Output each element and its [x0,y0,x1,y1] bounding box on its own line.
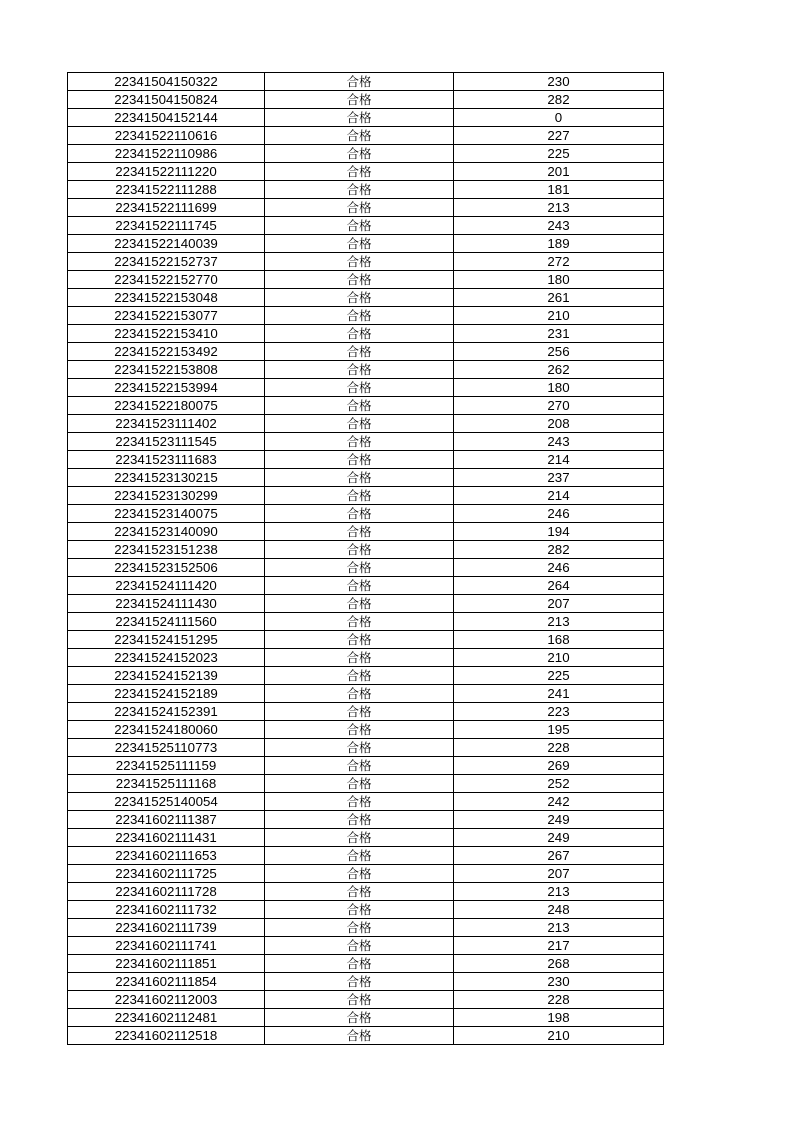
candidate-id-cell: 22341523111402 [68,415,265,433]
status-cell: 合格 [265,109,454,127]
score-cell: 228 [454,991,664,1009]
results-table [67,72,664,1045]
score-cell: 264 [454,577,664,595]
candidate-id-cell: 22341525111159 [68,757,265,775]
status-cell: 合格 [265,595,454,613]
candidate-id-cell: 22341602111725 [68,865,265,883]
candidate-id-cell: 22341602111851 [68,955,265,973]
score-cell: 198 [454,1009,664,1027]
candidate-id-cell: 22341522110616 [68,127,265,145]
score-cell: 201 [454,163,664,181]
candidate-id-cell: 22341602111854 [68,973,265,991]
status-cell: 合格 [265,163,454,181]
status-cell: 合格 [265,325,454,343]
candidate-id-cell: 22341504150322 [68,73,265,91]
candidate-id-cell: 22341522153808 [68,361,265,379]
score-cell: 213 [454,199,664,217]
status-cell: 合格 [265,649,454,667]
score-cell: 207 [454,865,664,883]
score-cell: 228 [454,739,664,757]
table-row [68,991,664,1009]
candidate-id-cell: 22341524152023 [68,649,265,667]
candidate-id-cell: 22341602111728 [68,883,265,901]
table-row [68,865,664,883]
score-cell: 210 [454,1027,664,1045]
score-cell: 210 [454,307,664,325]
table-row [68,703,664,721]
candidate-id-cell: 22341602112003 [68,991,265,1009]
table-row [68,271,664,289]
status-cell: 合格 [265,1027,454,1045]
table-row [68,325,664,343]
score-cell: 225 [454,667,664,685]
table-row [68,775,664,793]
table-row [68,163,664,181]
candidate-id-cell: 22341522153492 [68,343,265,361]
candidate-id-cell: 22341602112481 [68,1009,265,1027]
score-cell: 246 [454,505,664,523]
status-cell: 合格 [265,469,454,487]
candidate-id-cell: 22341523151238 [68,541,265,559]
status-cell: 合格 [265,847,454,865]
score-cell: 194 [454,523,664,541]
table-row [68,361,664,379]
candidate-id-cell: 22341524111420 [68,577,265,595]
status-cell: 合格 [265,343,454,361]
status-cell: 合格 [265,271,454,289]
table-row [68,217,664,235]
score-cell: 241 [454,685,664,703]
score-cell: 272 [454,253,664,271]
table-row [68,631,664,649]
score-cell: 268 [454,955,664,973]
status-cell: 合格 [265,181,454,199]
table-row [68,415,664,433]
table-row [68,829,664,847]
status-cell: 合格 [265,811,454,829]
table-row [68,487,664,505]
table-row [68,1009,664,1027]
candidate-id-cell: 22341522111745 [68,217,265,235]
status-cell: 合格 [265,919,454,937]
score-cell: 249 [454,811,664,829]
score-cell: 262 [454,361,664,379]
table-row [68,667,664,685]
status-cell: 合格 [265,613,454,631]
status-cell: 合格 [265,199,454,217]
status-cell: 合格 [265,217,454,235]
candidate-id-cell: 22341522140039 [68,235,265,253]
status-cell: 合格 [265,487,454,505]
candidate-id-cell: 22341524151295 [68,631,265,649]
status-cell: 合格 [265,415,454,433]
table-row [68,937,664,955]
score-cell: 246 [454,559,664,577]
score-cell: 168 [454,631,664,649]
score-cell: 267 [454,847,664,865]
score-cell: 0 [454,109,664,127]
table-row [68,73,664,91]
score-cell: 225 [454,145,664,163]
candidate-id-cell: 22341522111288 [68,181,265,199]
status-cell: 合格 [265,973,454,991]
table-row [68,505,664,523]
table-row [68,397,664,415]
candidate-id-cell: 22341524111560 [68,613,265,631]
candidate-id-cell: 22341602111739 [68,919,265,937]
status-cell: 合格 [265,1009,454,1027]
table-row [68,109,664,127]
status-cell: 合格 [265,91,454,109]
status-cell: 合格 [265,883,454,901]
candidate-id-cell: 22341602111387 [68,811,265,829]
table-row [68,811,664,829]
score-cell: 227 [454,127,664,145]
score-cell: 189 [454,235,664,253]
candidate-id-cell: 22341522111220 [68,163,265,181]
candidate-id-cell: 22341522111699 [68,199,265,217]
candidate-id-cell: 22341522152737 [68,253,265,271]
status-cell: 合格 [265,523,454,541]
table-row [68,433,664,451]
score-cell: 261 [454,289,664,307]
candidate-id-cell: 22341524152391 [68,703,265,721]
table-row [68,379,664,397]
status-cell: 合格 [265,667,454,685]
table-row [68,685,664,703]
score-cell: 230 [454,73,664,91]
score-cell: 207 [454,595,664,613]
status-cell: 合格 [265,541,454,559]
candidate-id-cell: 22341602112518 [68,1027,265,1045]
status-cell: 合格 [265,739,454,757]
score-cell: 256 [454,343,664,361]
candidate-id-cell: 22341504150824 [68,91,265,109]
table-row [68,541,664,559]
status-cell: 合格 [265,793,454,811]
table-row [68,199,664,217]
status-cell: 合格 [265,703,454,721]
table-row [68,1027,664,1045]
candidate-id-cell: 22341602111431 [68,829,265,847]
score-cell: 243 [454,433,664,451]
table-row [68,523,664,541]
table-row [68,577,664,595]
score-cell: 180 [454,271,664,289]
table-row [68,883,664,901]
status-cell: 合格 [265,829,454,847]
table-row [68,739,664,757]
table-row [68,145,664,163]
table-row [68,307,664,325]
table-row [68,847,664,865]
score-cell: 213 [454,613,664,631]
status-cell: 合格 [265,721,454,739]
table-row [68,235,664,253]
score-cell: 282 [454,541,664,559]
score-cell: 270 [454,397,664,415]
score-cell: 231 [454,325,664,343]
status-cell: 合格 [265,559,454,577]
table-row [68,343,664,361]
candidate-id-cell: 22341522153410 [68,325,265,343]
score-cell: 243 [454,217,664,235]
score-cell: 208 [454,415,664,433]
candidate-id-cell: 22341524152189 [68,685,265,703]
candidate-id-cell: 22341522152770 [68,271,265,289]
score-cell: 282 [454,91,664,109]
table-row [68,955,664,973]
candidate-id-cell: 22341602111653 [68,847,265,865]
status-cell: 合格 [265,289,454,307]
status-cell: 合格 [265,397,454,415]
table-row [68,649,664,667]
table-row [68,901,664,919]
table-row [68,595,664,613]
score-cell: 223 [454,703,664,721]
status-cell: 合格 [265,379,454,397]
status-cell: 合格 [265,631,454,649]
candidate-id-cell: 22341522110986 [68,145,265,163]
candidate-id-cell: 22341523140090 [68,523,265,541]
table-row [68,973,664,991]
candidate-id-cell: 22341522153994 [68,379,265,397]
candidate-id-cell: 22341523140075 [68,505,265,523]
table-row [68,451,664,469]
score-cell: 252 [454,775,664,793]
candidate-id-cell: 22341523130299 [68,487,265,505]
score-cell: 195 [454,721,664,739]
results-table-body [68,73,664,1045]
table-row [68,721,664,739]
status-cell: 合格 [265,757,454,775]
status-cell: 合格 [265,865,454,883]
candidate-id-cell: 22341524152139 [68,667,265,685]
table-row [68,469,664,487]
candidate-id-cell: 22341523111683 [68,451,265,469]
status-cell: 合格 [265,253,454,271]
score-cell: 230 [454,973,664,991]
score-cell: 242 [454,793,664,811]
score-cell: 213 [454,883,664,901]
status-cell: 合格 [265,937,454,955]
candidate-id-cell: 22341602111741 [68,937,265,955]
status-cell: 合格 [265,73,454,91]
candidate-id-cell: 22341525110773 [68,739,265,757]
status-cell: 合格 [265,901,454,919]
candidate-id-cell: 22341522153048 [68,289,265,307]
candidate-id-cell: 22341523152506 [68,559,265,577]
candidate-id-cell: 22341524180060 [68,721,265,739]
status-cell: 合格 [265,991,454,1009]
score-cell: 214 [454,451,664,469]
candidate-id-cell: 22341525140054 [68,793,265,811]
status-cell: 合格 [265,145,454,163]
score-cell: 181 [454,181,664,199]
score-cell: 214 [454,487,664,505]
candidate-id-cell: 22341602111732 [68,901,265,919]
status-cell: 合格 [265,505,454,523]
status-cell: 合格 [265,433,454,451]
table-row [68,613,664,631]
status-cell: 合格 [265,955,454,973]
candidate-id-cell: 22341523111545 [68,433,265,451]
table-row [68,793,664,811]
score-cell: 237 [454,469,664,487]
status-cell: 合格 [265,235,454,253]
status-cell: 合格 [265,685,454,703]
score-cell: 269 [454,757,664,775]
status-cell: 合格 [265,775,454,793]
candidate-id-cell: 22341524111430 [68,595,265,613]
table-row [68,757,664,775]
candidate-id-cell: 22341522153077 [68,307,265,325]
status-cell: 合格 [265,307,454,325]
table-row [68,127,664,145]
candidate-id-cell: 22341525111168 [68,775,265,793]
table-row [68,253,664,271]
score-cell: 248 [454,901,664,919]
table-row [68,289,664,307]
status-cell: 合格 [265,577,454,595]
score-cell: 249 [454,829,664,847]
score-cell: 217 [454,937,664,955]
status-cell: 合格 [265,451,454,469]
score-cell: 180 [454,379,664,397]
table-row [68,919,664,937]
score-cell: 210 [454,649,664,667]
status-cell: 合格 [265,127,454,145]
table-row [68,181,664,199]
candidate-id-cell: 22341523130215 [68,469,265,487]
candidate-id-cell: 22341522180075 [68,397,265,415]
score-cell: 213 [454,919,664,937]
table-row [68,91,664,109]
status-cell: 合格 [265,361,454,379]
table-row [68,559,664,577]
candidate-id-cell: 22341504152144 [68,109,265,127]
